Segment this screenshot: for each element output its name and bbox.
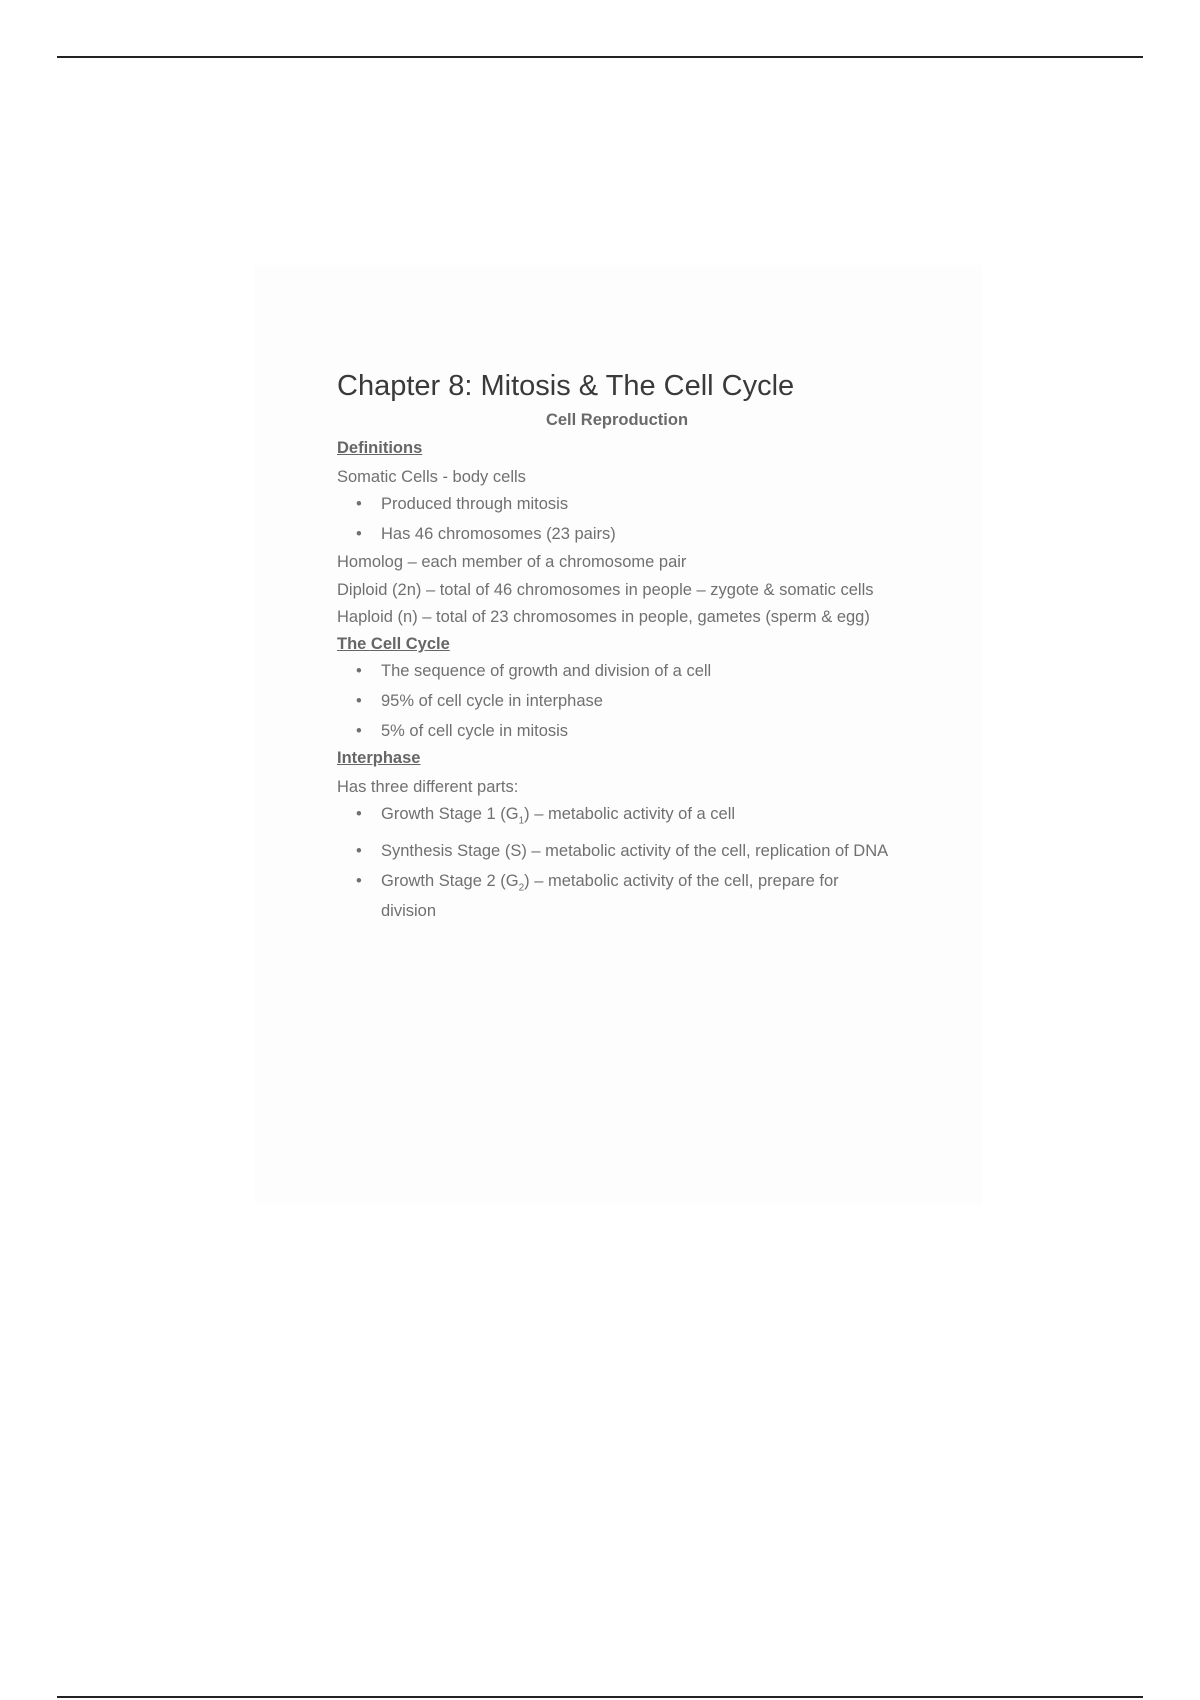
list-item-text: 5% of cell cycle in mitosis (381, 722, 569, 740)
section-heading-interphase: Interphase (337, 749, 421, 767)
g1-text-post: ) – metabolic activity of a cell (524, 805, 736, 823)
list-item-text: Produced through mitosis (381, 495, 569, 513)
list-item (337, 840, 897, 862)
g2-text-post: ) – metabolic activity of the cell, prepare for division (381, 872, 839, 920)
list-item (337, 690, 897, 712)
list-item-text (381, 872, 839, 919)
interphase-bullet-list (337, 803, 897, 922)
bullet-icon: • (356, 495, 362, 513)
definition-somatic: Somatic Cells - body cells (337, 468, 526, 486)
chapter-title: Chapter 8: Mitosis & The Cell Cycle (337, 370, 795, 402)
list-item (337, 720, 897, 742)
section-heading-definitions: Definitions (337, 439, 423, 457)
list-item-text: 95% of cell cycle in interphase (381, 692, 603, 710)
list-item-text (381, 805, 736, 827)
g1-subscript: 1 (518, 815, 525, 827)
top-rule (57, 56, 1143, 58)
g2-text-pre: Growth Stage 2 (G (381, 872, 519, 891)
definition-haploid: Haploid (n) – total of 23 chromosomes in people, gametes (sperm & egg) (337, 608, 870, 626)
list-item (337, 803, 897, 832)
bullet-icon: • (356, 662, 362, 680)
definition-diploid: Diploid (2n) – total of 46 chromosomes in people – zygote & somatic cells (337, 581, 874, 599)
list-item (337, 523, 897, 545)
bullet-icon: • (356, 842, 362, 861)
bullet-icon: • (356, 872, 362, 891)
list-item-text: Has 46 chromosomes (23 pairs) (381, 525, 616, 543)
cell-cycle-bullet-list (337, 660, 897, 742)
bottom-rule (57, 1696, 1143, 1698)
g2-subscript: 2 (518, 882, 525, 894)
chapter-subtitle: Cell Reproduction (545, 411, 689, 429)
bullet-icon: • (356, 722, 362, 740)
definition-homolog: Homolog – each member of a chromosome pair (337, 553, 687, 571)
bullet-icon: • (356, 692, 362, 710)
list-item (337, 870, 897, 921)
list-item (337, 493, 897, 515)
section-heading-cell-cycle: The Cell Cycle (337, 635, 450, 653)
document-content (337, 366, 897, 922)
list-item-text: Synthesis Stage (S) – metabolic activity of the cell, replication of DNA (381, 842, 889, 861)
somatic-bullet-list (337, 493, 897, 545)
interphase-intro: Has three different parts: (337, 778, 519, 796)
list-item (337, 660, 897, 682)
bullet-icon: • (356, 525, 362, 543)
g1-text-pre: Growth Stage 1 (G (381, 805, 519, 823)
bullet-icon: • (356, 805, 362, 823)
list-item-text: The sequence of growth and division of a cell (381, 662, 712, 680)
